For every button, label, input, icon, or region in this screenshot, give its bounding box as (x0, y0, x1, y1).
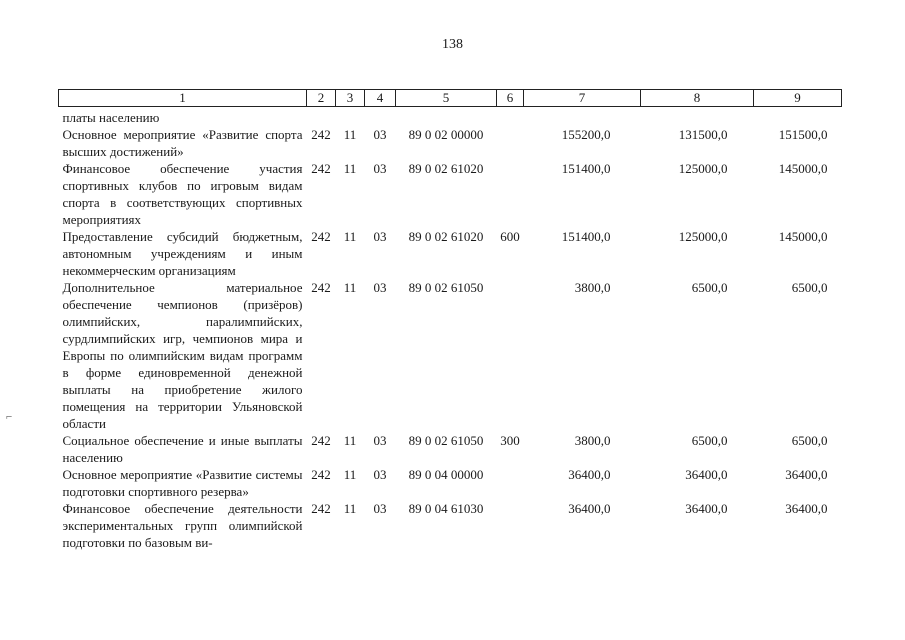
code-subsection: 03 (373, 127, 387, 142)
row-name: Основное мероприятие «Развитие спорта высших достижений» (62, 127, 303, 159)
row-name: Финансовое обеспечение деятельности экспериментальных групп олимпийской подготовки по базовым ви- (62, 501, 303, 550)
code-expense-type: 600 (500, 229, 520, 244)
amount-col8: 125000,0 (678, 161, 728, 176)
code-expense-type (497, 466, 524, 500)
amount-col9: 151500,0 (778, 127, 828, 142)
amount-col8: 6500,0 (691, 280, 728, 295)
amount-col9: 6500,0 (791, 280, 828, 295)
code-subsection: 03 (373, 161, 387, 176)
table-row (59, 126, 842, 160)
amount-col9: 6500,0 (791, 433, 828, 448)
budget-table (58, 89, 842, 551)
table-row (59, 160, 842, 228)
code-target-article: 89 0 04 00000 (408, 467, 484, 482)
amount-col8 (641, 107, 754, 127)
amount-col9 (754, 107, 842, 127)
code-ministry: 242 (311, 501, 331, 516)
code-ministry: 242 (311, 433, 331, 448)
table-row (59, 228, 842, 279)
amount-col9: 36400,0 (785, 501, 828, 516)
amount-col7: 36400,0 (568, 467, 611, 482)
column-header-9: 9 (754, 90, 842, 107)
code-target-article: 89 0 02 61020 (408, 229, 484, 244)
code-ministry: 242 (311, 467, 331, 482)
code-section: 11 (343, 501, 357, 516)
amount-col8: 131500,0 (678, 127, 728, 142)
column-header-2: 2 (307, 90, 336, 107)
amount-col7: 151400,0 (561, 161, 611, 176)
code-section: 11 (343, 229, 357, 244)
row-name: Предоставление субсидий бюджетным, автономным учреждениям и иным некоммерческим организациям (62, 229, 303, 278)
column-header-5: 5 (396, 90, 497, 107)
column-header-6: 6 (497, 90, 524, 107)
code-section: 11 (343, 433, 357, 448)
table-header (59, 90, 842, 107)
amount-col7: 151400,0 (561, 229, 611, 244)
code-expense-type (497, 107, 524, 127)
amount-col9: 36400,0 (785, 467, 828, 482)
code-target-article: 89 0 04 61030 (408, 501, 484, 516)
code-subsection: 03 (373, 280, 387, 295)
code-section: 11 (343, 280, 357, 295)
column-header-1: 1 (59, 90, 307, 107)
code-subsection: 03 (373, 229, 387, 244)
code-target-article: 89 0 02 61050 (408, 433, 484, 448)
code-expense-type (497, 160, 524, 228)
column-header-3: 3 (336, 90, 365, 107)
amount-col9: 145000,0 (778, 161, 828, 176)
amount-col9: 145000,0 (778, 229, 828, 244)
code-target-article: 89 0 02 61020 (408, 161, 484, 176)
code-ministry: 242 (311, 127, 331, 142)
code-subsection: 03 (373, 433, 387, 448)
amount-col7: 36400,0 (568, 501, 611, 516)
row-name: Социальное обеспечение и иные выплаты населению (62, 433, 303, 465)
code-section: 11 (343, 467, 357, 482)
amount-col7 (524, 107, 641, 127)
table-row (59, 500, 842, 551)
code-section (336, 107, 365, 127)
amount-col7: 3800,0 (574, 280, 611, 295)
row-name: платы населению (62, 110, 160, 125)
code-subsection (365, 107, 396, 127)
code-subsection: 03 (373, 467, 387, 482)
table-row (59, 107, 842, 127)
row-name: Дополнительное материальное обеспечение чемпионов (призёров) олимпийских, паралимпийских, сурдлимпийских игр, чемпионов мира и Европы по олимпийским видам программ в форме единовременной денежной выплаты на приобретение жилого помещения на территории Ульяновской области (62, 280, 303, 431)
column-header-4: 4 (365, 90, 396, 107)
code-expense-type: 300 (500, 433, 520, 448)
code-section: 11 (343, 161, 357, 176)
code-ministry (307, 107, 336, 127)
code-target-article: 89 0 02 61050 (408, 280, 484, 295)
column-header-7: 7 (524, 90, 641, 107)
row-name: Финансовое обеспечение участия спортивных клубов по игровым видам спорта в соответствующих спортивных мероприятиях (62, 161, 303, 227)
code-ministry: 242 (311, 280, 331, 295)
column-header-8: 8 (641, 90, 754, 107)
table-row (59, 279, 842, 432)
code-expense-type (497, 500, 524, 551)
amount-col8: 36400,0 (685, 467, 728, 482)
amount-col7: 3800,0 (574, 433, 611, 448)
code-target-article (396, 107, 497, 127)
table-row (59, 432, 842, 466)
code-ministry: 242 (311, 229, 331, 244)
page-number: 138 (442, 37, 463, 52)
table-body (59, 107, 842, 552)
header-row (59, 90, 842, 107)
code-expense-type (497, 126, 524, 160)
amount-col8: 36400,0 (685, 501, 728, 516)
code-section: 11 (343, 127, 357, 142)
code-subsection: 03 (373, 501, 387, 516)
code-expense-type (497, 279, 524, 432)
code-target-article: 89 0 02 00000 (408, 127, 484, 142)
amount-col8: 125000,0 (678, 229, 728, 244)
table-row (59, 466, 842, 500)
row-name: Основное мероприятие «Развитие системы подготовки спортивного резерва» (62, 467, 303, 499)
code-ministry: 242 (311, 161, 331, 176)
margin-mark: ⌐ (6, 411, 13, 423)
amount-col7: 155200,0 (561, 127, 611, 142)
amount-col8: 6500,0 (691, 433, 728, 448)
